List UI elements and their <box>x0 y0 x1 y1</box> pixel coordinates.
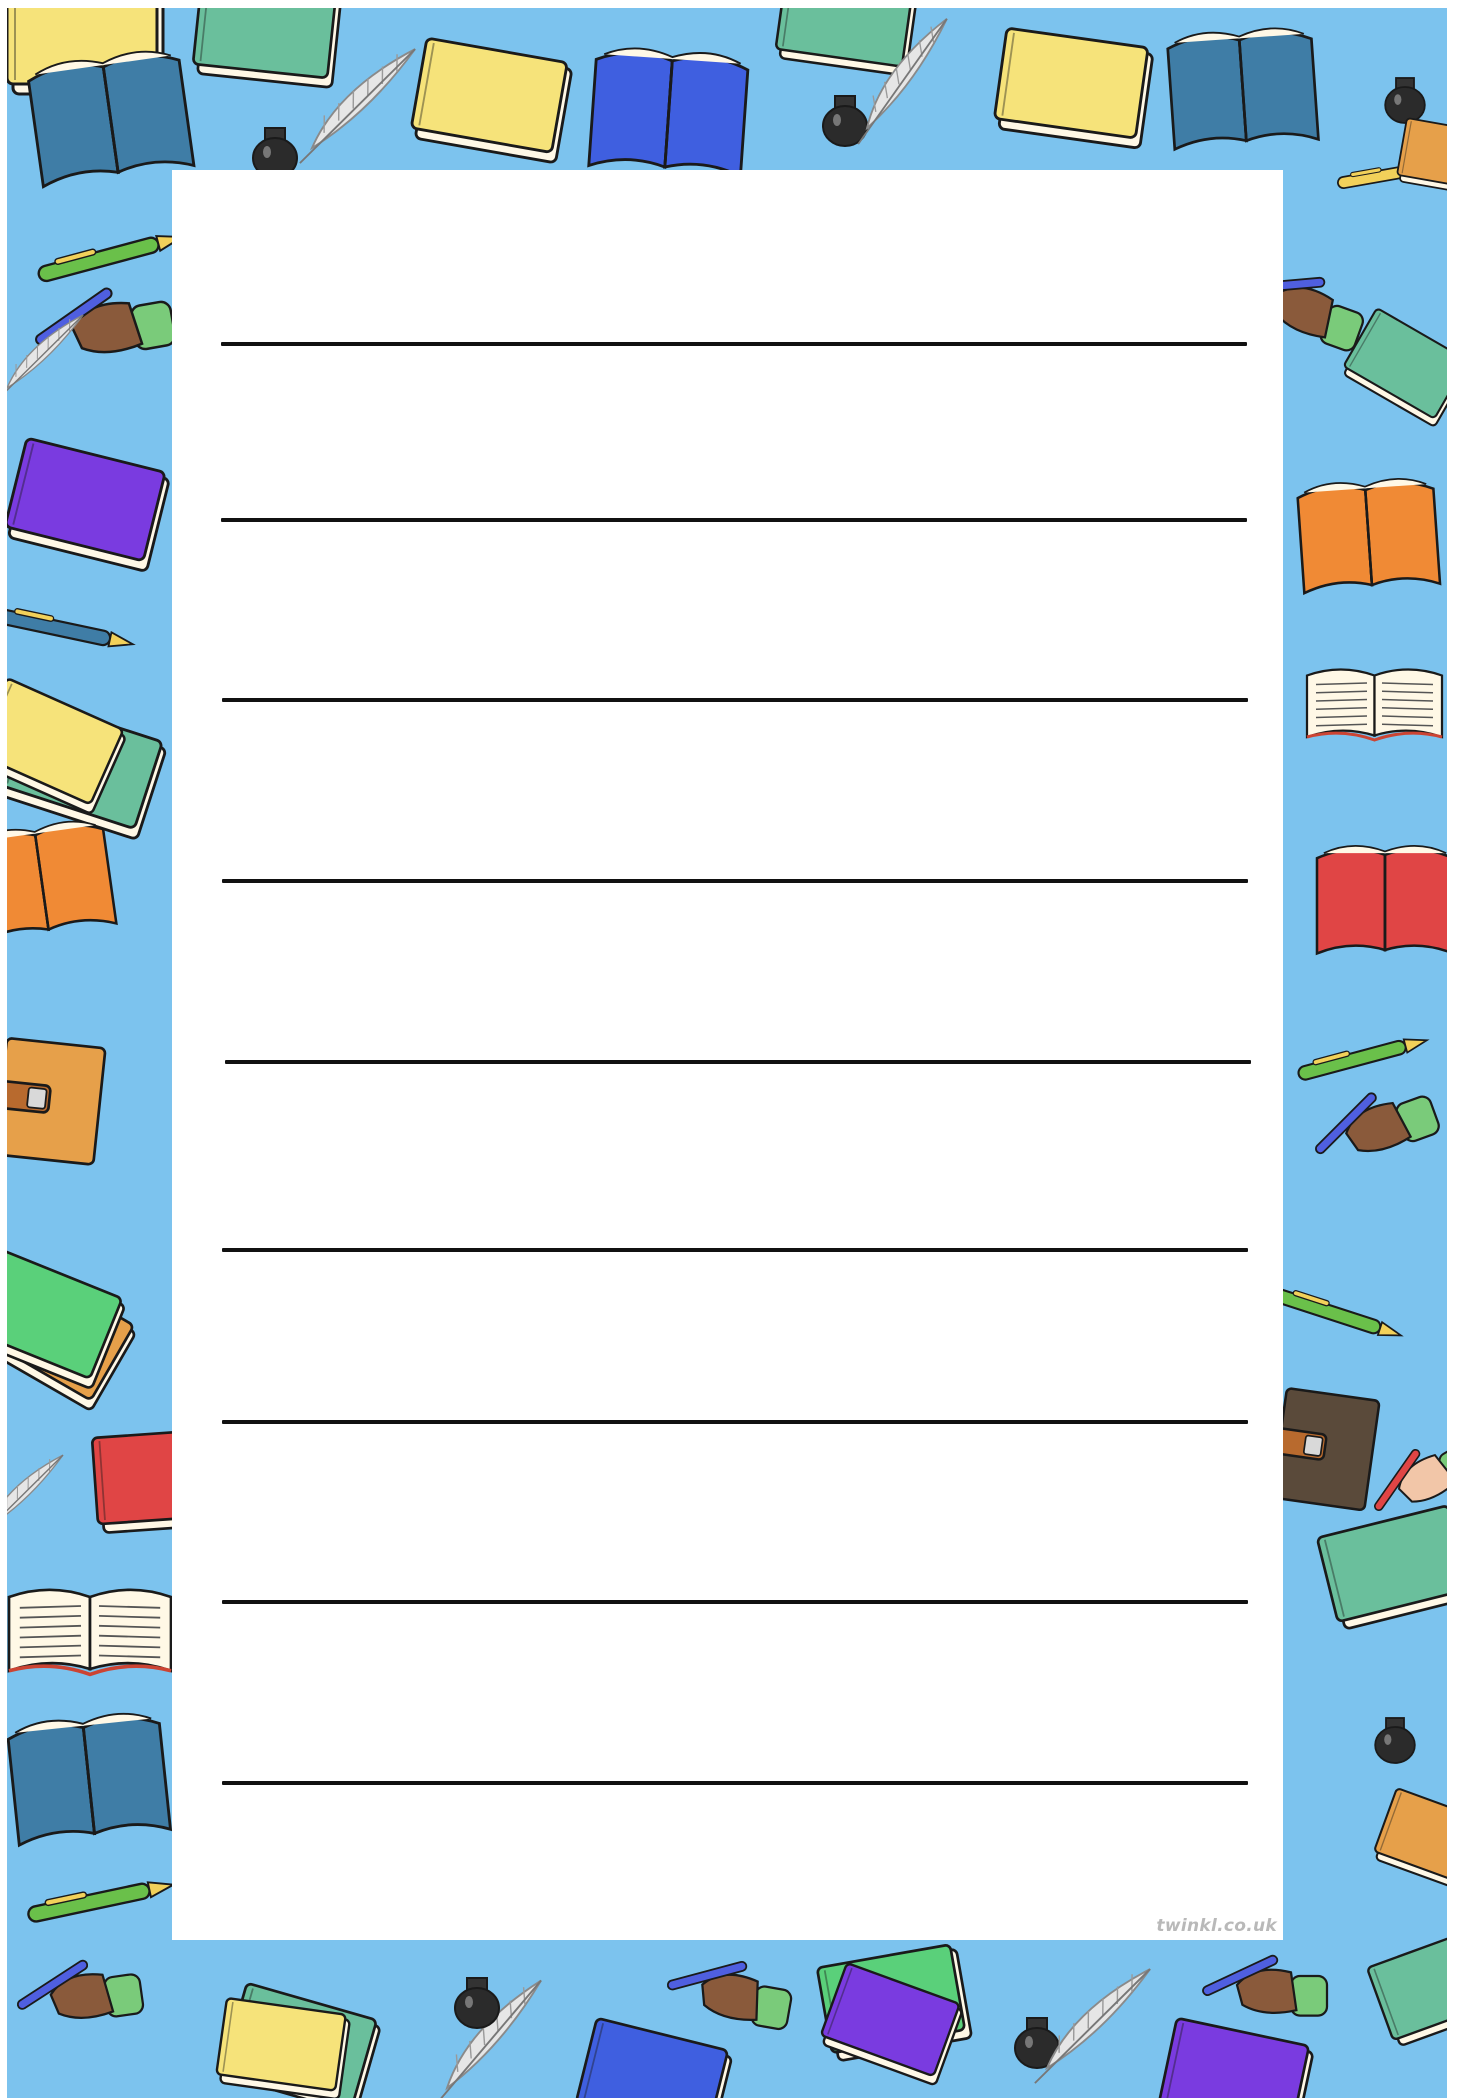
hand-writing-icon <box>662 1948 796 2030</box>
ink-bottle-icon <box>455 1978 499 2028</box>
open-book-icon <box>1167 26 1319 150</box>
fountain-pen-icon <box>26 1873 175 1922</box>
open-book-icon <box>1297 476 1440 593</box>
quill-icon <box>7 311 89 399</box>
closed-book-icon <box>1372 1788 1447 1895</box>
open-book-icon <box>1317 846 1447 954</box>
quill-icon <box>7 1451 69 1539</box>
ink-bottle-icon <box>1385 78 1425 123</box>
fountain-pen-icon <box>1296 1030 1428 1081</box>
fountain-pen-icon <box>36 226 184 283</box>
fountain-pen-icon <box>1273 1285 1404 1342</box>
open-book-icon <box>9 1590 171 1675</box>
writing-line-6 <box>222 1248 1248 1252</box>
open-book-icon <box>27 46 194 186</box>
closed-book-icon <box>192 8 342 88</box>
closed-book-icon <box>1157 2018 1314 2098</box>
writing-line-8 <box>222 1600 1248 1604</box>
hand-writing-icon <box>11 1952 144 2030</box>
open-book-icon <box>7 817 116 942</box>
closed-book-icon <box>1367 1925 1447 2047</box>
writing-line-3 <box>222 698 1248 702</box>
writing-area <box>172 170 1283 1940</box>
ink-bottle-icon <box>823 96 867 146</box>
closed-book-icon <box>1396 118 1447 197</box>
open-book-icon <box>589 46 749 177</box>
closed-book-icon <box>574 2018 733 2098</box>
writing-line-1 <box>221 342 1247 346</box>
closed-book-icon <box>7 438 171 572</box>
hand-writing-icon <box>1302 1074 1441 1175</box>
closed-book-icon <box>7 1037 105 1164</box>
ink-bottle-icon <box>1375 1718 1415 1763</box>
closed-book-icon <box>1317 1504 1447 1631</box>
closed-book-icon <box>1267 1387 1380 1510</box>
closed-book-icon <box>215 1998 350 2098</box>
closed-book-icon <box>774 8 918 76</box>
writing-line-4 <box>222 879 1248 883</box>
writing-line-5 <box>225 1060 1251 1064</box>
open-book-icon <box>7 1710 170 1845</box>
open-book-icon <box>1307 670 1442 741</box>
hand-writing-icon <box>1202 1954 1327 2015</box>
watermark-text: twinkl.co.uk <box>1156 1916 1277 1936</box>
writing-line-9 <box>222 1781 1248 1785</box>
closed-book-icon <box>993 28 1154 148</box>
writing-line-7 <box>222 1420 1248 1424</box>
closed-book-icon <box>410 38 573 163</box>
fountain-pen-icon <box>7 604 135 651</box>
writing-line-2 <box>221 518 1247 522</box>
